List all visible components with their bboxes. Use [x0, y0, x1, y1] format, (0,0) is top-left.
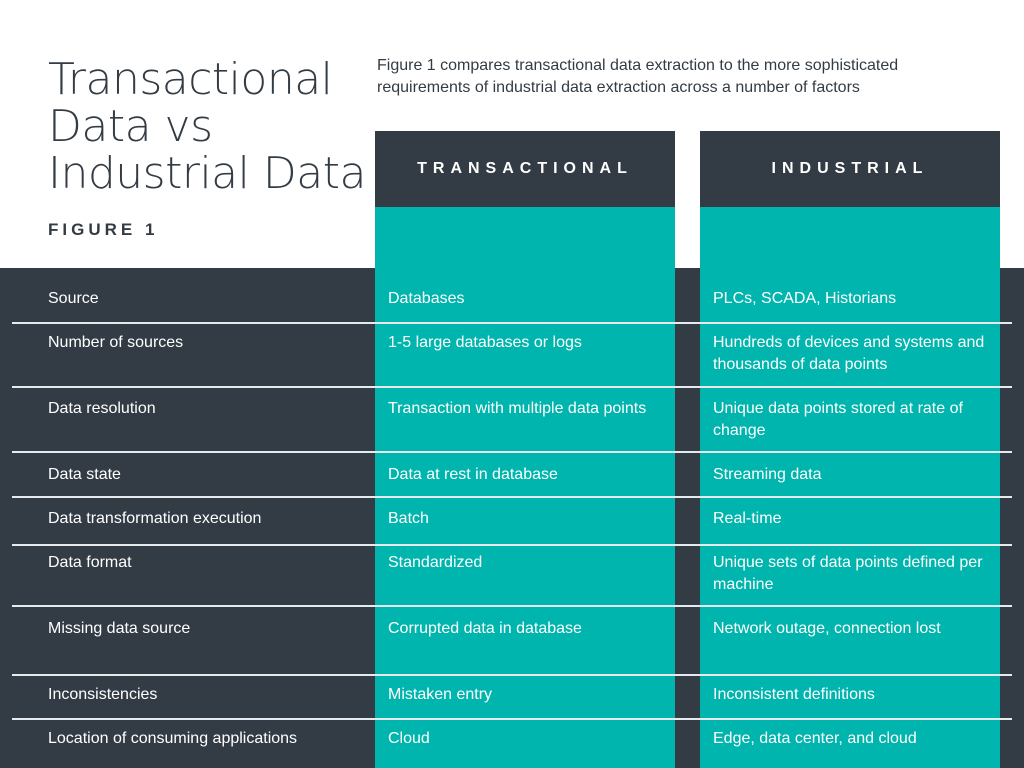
factor-cell: Data state — [48, 466, 121, 483]
transactional-cell: Corrupted data in database — [388, 620, 582, 637]
title-line: Industrial Data — [48, 148, 366, 199]
page-title — [48, 54, 366, 199]
row-separator — [12, 322, 1012, 324]
figure-label: FIGURE 1 — [48, 220, 159, 239]
industrial-cell: Unique data points stored at rate of change — [713, 400, 963, 439]
industrial-cell: Real-time — [713, 510, 782, 527]
transactional-column-header: TRANSACTIONAL — [375, 131, 675, 207]
factor-cell: Location of consuming applications — [48, 730, 298, 747]
intro-text — [377, 55, 997, 99]
title-line: Transactional — [48, 54, 333, 105]
transactional-cell: Standardized — [388, 554, 483, 571]
transactional-cell: Transaction with multiple data points — [388, 400, 647, 417]
factor-cell: Missing data source — [48, 620, 191, 637]
industrial-cell: Unique sets of data points defined per machine — [713, 554, 983, 593]
factor-cell: Data transformation execution — [48, 510, 262, 527]
industrial-cell: PLCs, SCADA, Historians — [713, 290, 897, 307]
row-separator — [12, 386, 1012, 388]
industrial-column-header: INDUSTRIAL — [700, 131, 1000, 207]
factor-cell: Data resolution — [48, 400, 156, 417]
factor-cell: Source — [48, 290, 99, 307]
row-separator — [12, 605, 1012, 607]
transactional-cell: Databases — [388, 290, 465, 307]
row-separator — [12, 451, 1012, 453]
row-separator — [12, 496, 1012, 498]
industrial-cell: Inconsistent definitions — [713, 686, 875, 703]
row-separator — [12, 544, 1012, 546]
transactional-cell: Mistaken entry — [388, 686, 493, 703]
row-separator — [12, 718, 1012, 720]
factor-cell: Data format — [48, 554, 132, 571]
transactional-cell: Batch — [388, 510, 429, 527]
transactional-cell: Data at rest in database — [388, 466, 558, 483]
factor-cell: Inconsistencies — [48, 686, 158, 703]
title-line: Data vs — [48, 101, 213, 152]
factor-cell: Number of sources — [48, 334, 184, 351]
transactional-cell: 1-5 large databases or logs — [388, 334, 582, 351]
industrial-cell: Network outage, connection lost — [713, 620, 941, 637]
industrial-cell: Streaming data — [713, 466, 822, 483]
intro-line: Figure 1 compares transactional data extraction to the more sophisticated — [377, 57, 899, 74]
row-separator — [12, 674, 1012, 676]
transactional-cell: Cloud — [388, 730, 430, 747]
industrial-cell: Hundreds of devices and systems and thousands of data points — [713, 334, 985, 373]
intro-line: requirements of industrial data extraction across a number of factors — [377, 79, 860, 96]
industrial-cell: Edge, data center, and cloud — [713, 730, 917, 747]
